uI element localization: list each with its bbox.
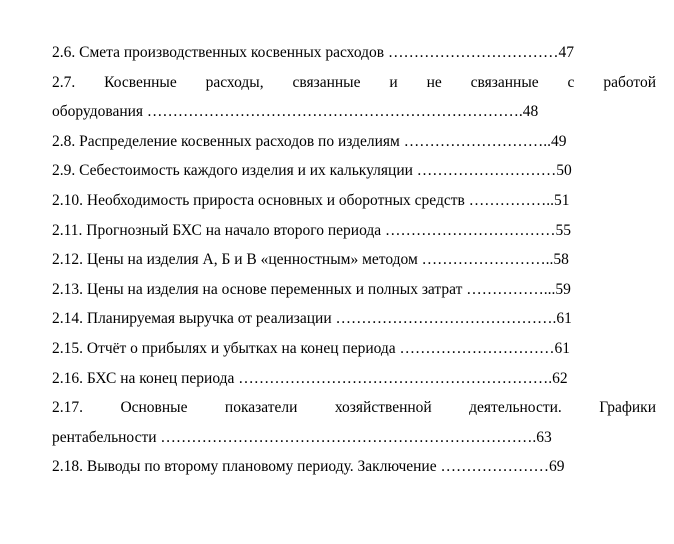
toc-entry-2-14: 2.14. Планируемая выручка от реализации …………………………………….61 (52, 310, 572, 328)
toc-entry-2-10: 2.10. Необходимость прироста основных и оборотных средств ……………..51 (52, 191, 570, 209)
toc-entry-2-16: 2.16. БХС на конец периода …………………………………………………….62 (52, 369, 568, 387)
toc-entry-2-6: 2.6. Смета производственных косвенных расходов ……………………………47 (52, 44, 574, 61)
toc-entry-2-8: 2.8. Распределение косвенных расходов по изделиям ………………………..49 (52, 132, 567, 150)
toc-entry-2-11: 2.11. Прогнозный БХС на начало второго периода ……………………………55 (52, 221, 572, 239)
toc-entry-2-15: 2.15. Отчёт о прибылях и убытках на конец периода …………………………61 (52, 339, 571, 357)
toc-entry-2-17-continuation: рентабельности ……………………………………………………………….63 (52, 428, 552, 446)
toc-entry-2-18: 2.18. Выводы по второму плановому периоду. Заключение …………………69 (52, 458, 565, 476)
toc-entry-2-7: 2.7. Косвенные расходы, связанные и не связанные с работой (52, 73, 656, 91)
table-of-contents (52, 38, 656, 482)
toc-entry-2-17: 2.17. Основные показатели хозяйственной деятельности. Графики (52, 399, 656, 417)
toc-entry-2-7-continuation: оборудования ……………………………………………………………….48 (52, 103, 539, 121)
toc-entry-2-12: 2.12. Цены на изделия А, Б и В «ценностным» методом ……………………..58 (52, 251, 569, 269)
toc-entry-2-9: 2.9. Себестоимость каждого изделия и их калькуляции ………………………50 (52, 162, 572, 180)
toc-entry-2-13: 2.13. Цены на изделия на основе переменных и полных затрат ……………...59 (52, 280, 571, 298)
